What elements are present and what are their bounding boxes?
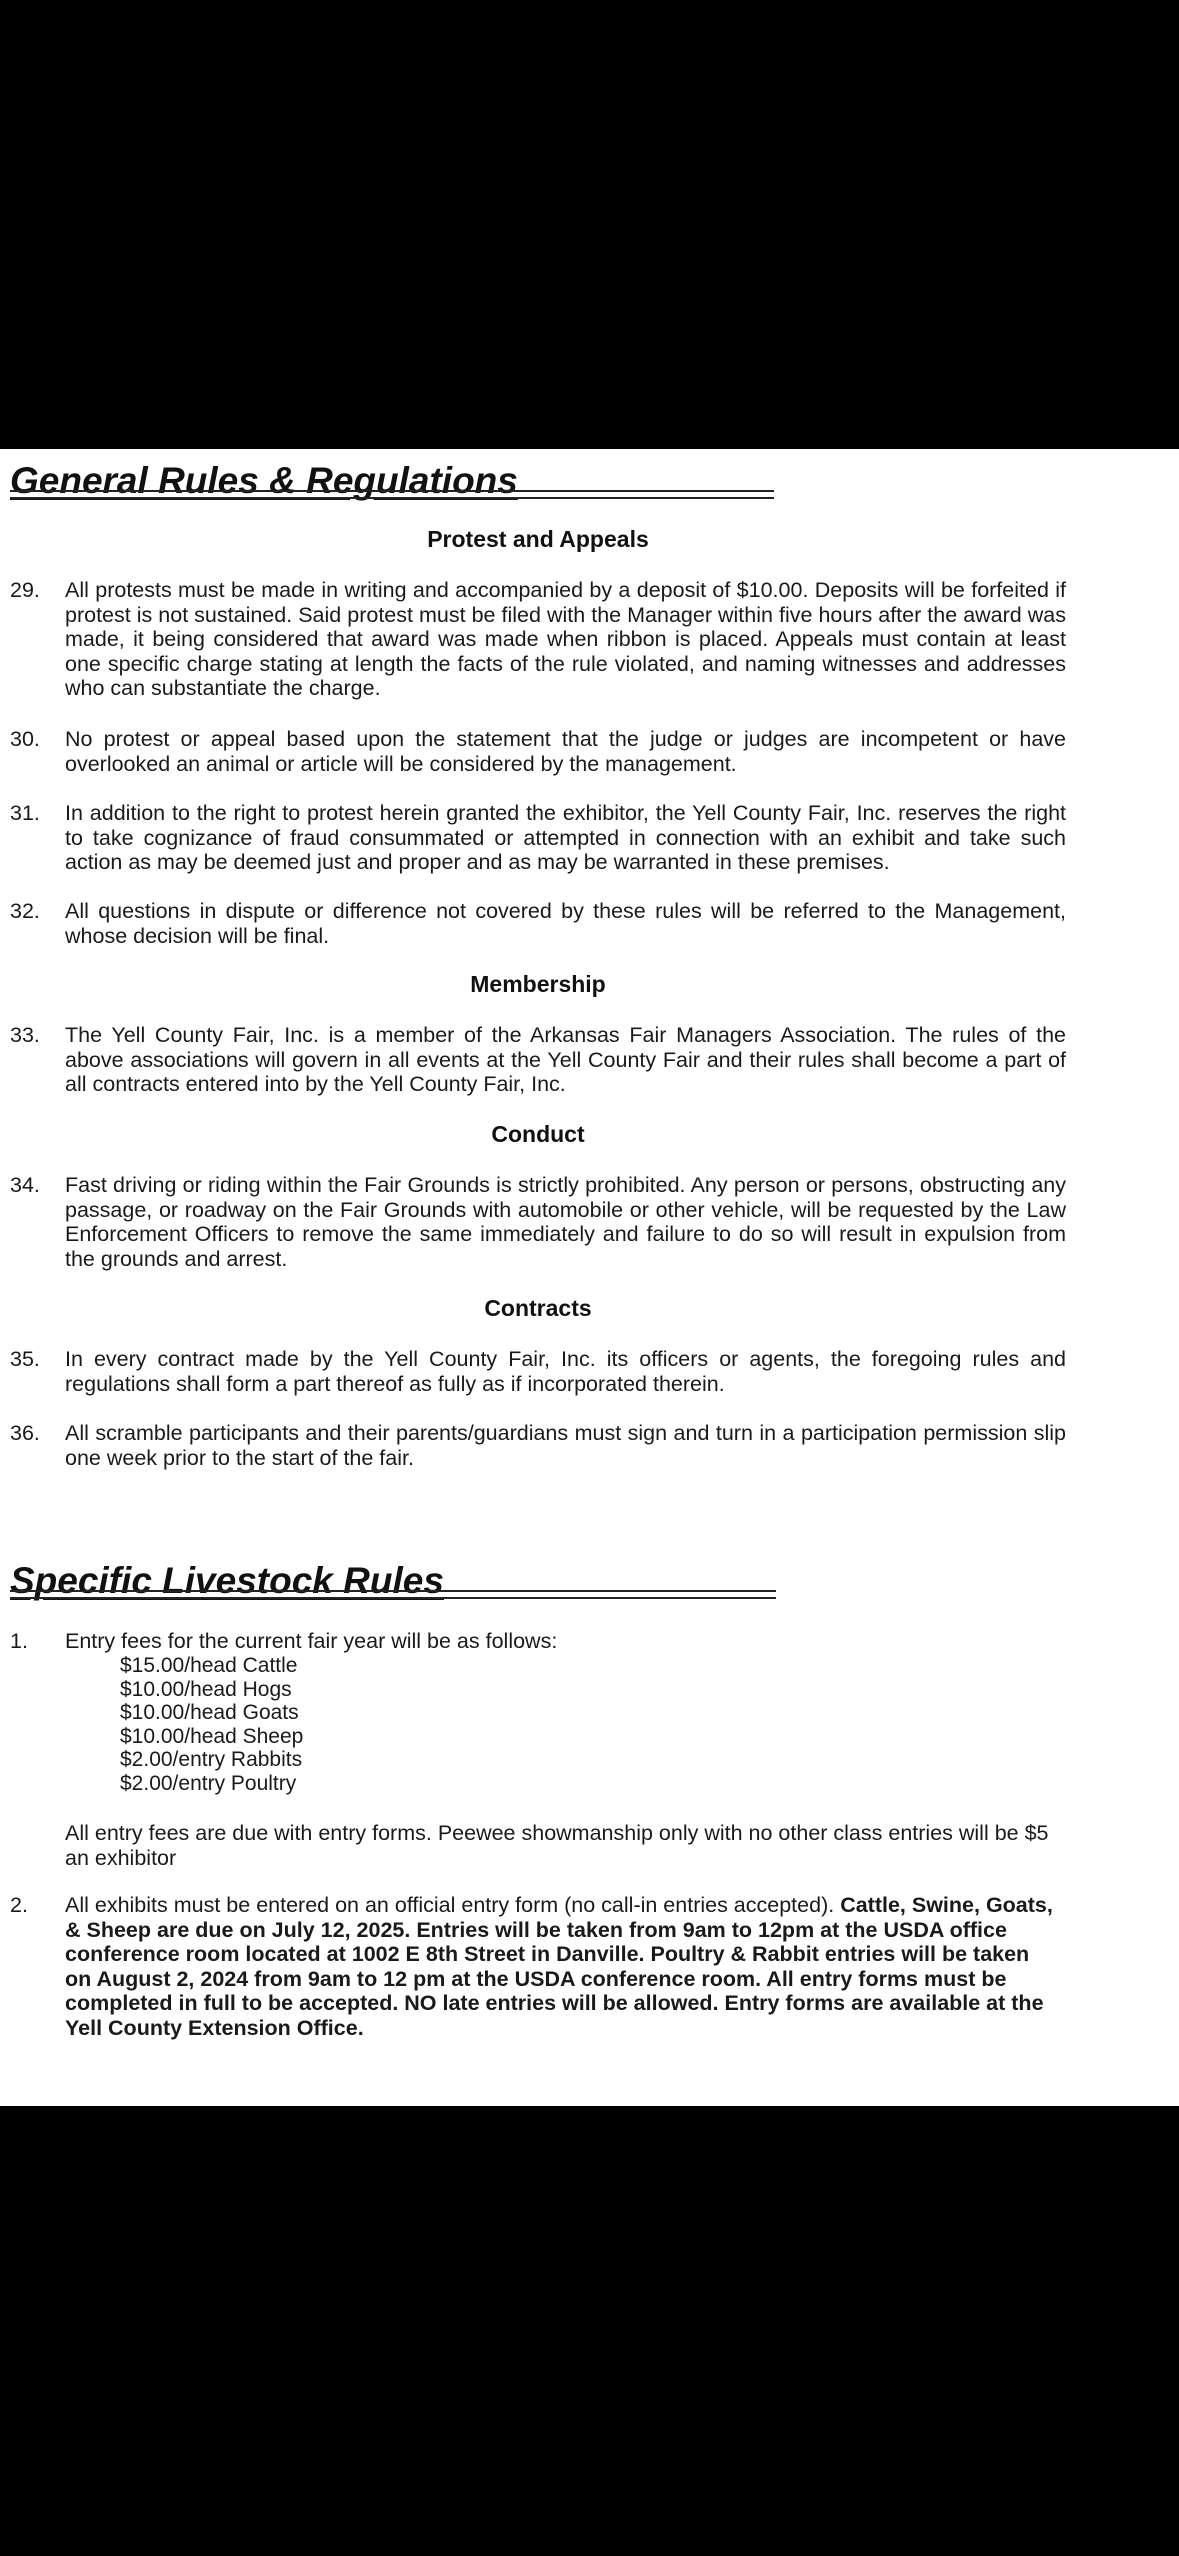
rule-30: [10, 727, 1066, 776]
document-page: [0, 449, 1179, 2106]
fee-item: $10.00/head Hogs: [120, 1677, 292, 1701]
title-underline: [10, 490, 774, 499]
rule-text-bold: Cattle, Swine, Goats, & Sheep are due on July 12, 2025. Entries will be taken from 9am to 12pm at the USDA office conference room located at 1002 E 8th Street in Danville. Poultry & Rabbit entries will be taken on August 2, 2024 from 9am to 12 pm at the USDA conference room. All entry forms must be completed in full to be accepted. NO late entries will be allowed. Entry forms are available at the Yell County Extension Office.: [65, 1893, 1053, 2040]
rule-text: In addition to the right to protest herein granted the exhibitor, the Yell County Fair, Inc. reserves the right to take cognizance of fraud consummated or attempted in connection with an exhibit and take such action as may be deemed just and proper and as may be warranted in these premises.: [65, 801, 1066, 874]
fee-note-text: All entry fees are due with entry forms. Peewee showmanship only with no other class entries will be $5 an exhibitor: [65, 1821, 1049, 1870]
rule-intro: Entry fees for the current fair year will be as follows:: [65, 1629, 558, 1653]
rule-text: In every contract made by the Yell County Fair, Inc. its officers or agents, the foregoing rules and regulations shall form a part thereof as fully as if incorporated therein.: [65, 1347, 1066, 1396]
title-underline: [10, 1590, 776, 1599]
rule-35: [10, 1347, 1066, 1396]
rule-number: 2.: [10, 1893, 28, 1917]
rule-31: [10, 801, 1066, 875]
rule-text: All scramble participants and their parents/guardians must sign and turn in a participation permission slip one week prior to the start of the fair.: [65, 1421, 1066, 1470]
fee-item: $2.00/entry Rabbits: [120, 1748, 303, 1771]
fee-item: $10.00/head Goats: [120, 1701, 299, 1724]
membership-heading: Membership: [470, 971, 606, 997]
general-rules-title: General Rules & Regulations: [10, 460, 518, 501]
rule-number: 36.: [10, 1421, 40, 1445]
rule-text: All questions in dispute or difference not covered by these rules will be referred to the Management, whose decision will be final.: [65, 899, 1066, 948]
rule-text: No protest or appeal based upon the statement that the judge or judges are incompetent or have overlooked an animal or article will be considered by the management.: [65, 727, 1066, 776]
rule-text: [65, 1893, 1055, 2040]
rule-33: [10, 1023, 1066, 1097]
rule-number: 32.: [10, 899, 40, 923]
rule-number: 30.: [10, 727, 40, 751]
protest-heading: Protest and Appeals: [427, 526, 649, 552]
rule-29: [10, 578, 1066, 701]
rule-text: All protests must be made in writing and accompanied by a deposit of $10.00. Deposits will be forfeited if protest is not sustained. Said protest must be filed with the Manager within five hours after the award was made, it being considered that award was made when ribbon is placed. Appeals must contain at least one specific charge stating at length the facts of the rule violated, and naming witnesses and addresses who can substantiate the charge.: [65, 578, 1066, 700]
livestock-rules-title: Specific Livestock Rules: [10, 1560, 444, 1601]
fee-note: [10, 1821, 1066, 1870]
rule-number: 33.: [10, 1023, 40, 1047]
rule-number: 35.: [10, 1347, 40, 1371]
fee-list: [120, 1654, 303, 1795]
livestock-rule-1: [10, 1629, 1066, 1654]
contracts-heading: Contracts: [484, 1295, 592, 1321]
rule-number: 31.: [10, 801, 40, 825]
rule-text: Fast driving or riding within the Fair Grounds is strictly prohibited. Any person or persons, obstructing any passage, or roadway on the Fair Grounds with automobile or other vehicle, will be requested by the Law Enforcement Officers to remove the same immediately and failure to do so will result in expulsion from the grounds and arrest.: [65, 1173, 1066, 1271]
rule-number: 29.: [10, 578, 40, 602]
rule-36: [10, 1421, 1066, 1470]
rule-text-plain: All exhibits must be entered on an official entry form (no call-in entries accepted).: [65, 1893, 841, 1917]
fee-item: $2.00/entry Poultry: [120, 1771, 297, 1795]
conduct-heading: Conduct: [491, 1121, 585, 1147]
rule-number: 34.: [10, 1173, 40, 1197]
rule-32: [10, 899, 1066, 948]
livestock-rule-2: [10, 1893, 1066, 2040]
rule-text: The Yell County Fair, Inc. is a member of the Arkansas Fair Managers Association. The rules of the above associations will govern in all events at the Yell County Fair and their rules shall become a part of all contracts entered into by the Yell County Fair, Inc.: [65, 1023, 1066, 1096]
rule-number: 1.: [10, 1629, 28, 1653]
rule-34: [10, 1173, 1066, 1271]
fee-item: $10.00/head Sheep: [120, 1724, 304, 1748]
fee-item: $15.00/head Cattle: [120, 1654, 298, 1677]
